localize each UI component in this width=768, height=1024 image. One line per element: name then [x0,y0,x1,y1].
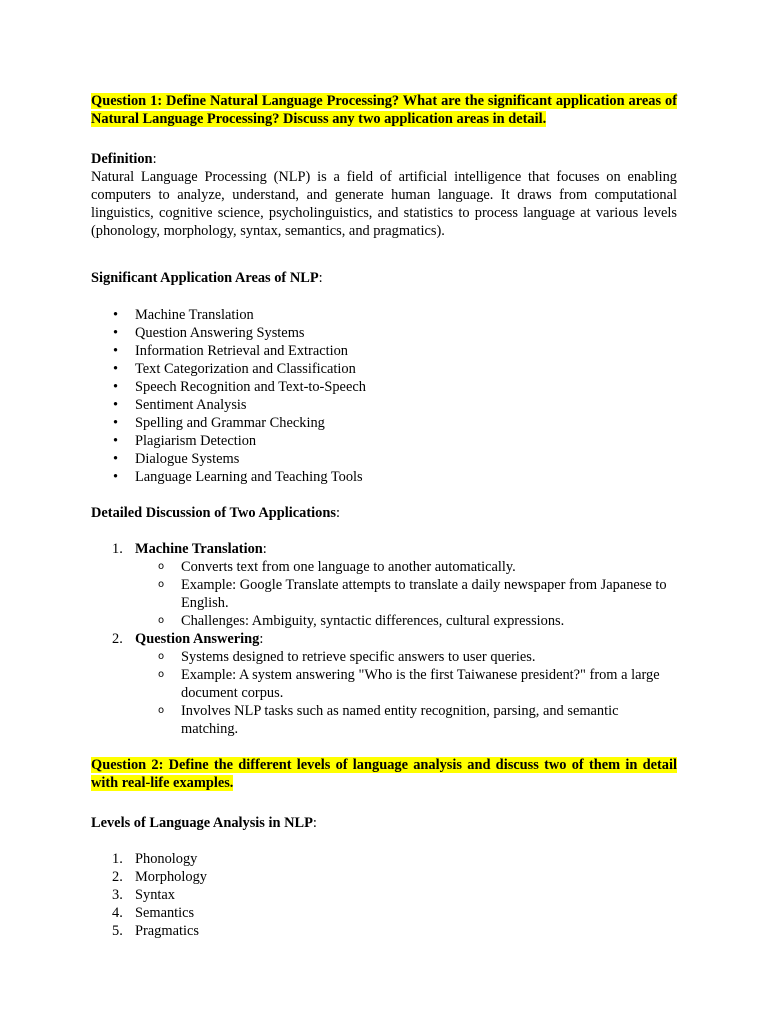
circle-bullet-icon: o [158,669,165,680]
circle-bullet-icon: o [158,579,165,590]
circle-bullet-icon: o [158,651,165,662]
bullet-icon: • [113,361,119,377]
list-item-text: Converts text from one language to another automatically. [181,559,516,575]
list-item [113,450,677,468]
list-item-text: Dialogue Systems [135,451,240,467]
colon: : [259,631,264,647]
application-areas-label: Significant Application Areas of NLP [91,270,319,286]
list-item [113,378,677,396]
application-title-text: Question Answering [135,631,260,647]
list-number: 5. [112,923,123,939]
circle-bullet-icon: o [158,615,165,626]
list-number: 2. [112,631,123,647]
list-item-text: Sentiment Analysis [135,397,247,413]
list-item [112,886,677,904]
list-number: 2. [112,869,123,885]
levels-list [91,850,677,940]
list-item [158,702,677,738]
application-question-answering [112,630,677,738]
circle-bullet-icon: o [158,561,165,572]
list-item [112,904,677,922]
detailed-discussion-heading [91,504,677,522]
list-item [113,414,677,432]
bullet-icon: • [113,415,119,431]
list-item-text: Morphology [135,869,207,885]
list-item [158,648,677,666]
list-item-text: Machine Translation [135,307,254,323]
colon: : [312,815,317,831]
list-item-text: Pragmatics [135,923,199,939]
list-item-text: Speech Recognition and Text-to-Speech [135,379,366,395]
bullet-icon: • [113,433,119,449]
bullet-icon: • [113,469,119,485]
list-item-text: Semantics [135,905,195,921]
list-item-text: Plagiarism Detection [135,433,257,449]
colon: : [262,541,267,557]
application-title [135,541,267,557]
list-item-text: Question Answering Systems [135,325,305,341]
list-item-text: Example: A system answering "Who is the first Taiwanese president?" from a large document corpus. [181,667,660,701]
list-item-text: Syntax [135,887,175,903]
list-number: 3. [112,887,123,903]
levels-heading [91,814,677,832]
list-item-text: Systems designed to retrieve specific answers to user queries. [181,649,536,665]
colon: : [152,151,157,167]
bullet-icon: • [113,451,119,467]
list-item [113,396,677,414]
list-item [158,612,677,630]
definition-paragraph: Natural Language Processing (NLP) is a field of artificial intelligence that focuses on enabling computers to analyze, understand, and generate human language. It draws from computational linguistics, cognitive science, psycholinguistics, and statistics to process language at various levels (phonology, morphology, syntax, semantics, and pragmatics). [91,169,677,239]
list-item-text: Spelling and Grammar Checking [135,415,325,431]
question-2-heading [91,756,677,792]
list-item [112,868,677,886]
list-item-text: Challenges: Ambiguity, syntactic differences, cultural expressions. [181,613,565,629]
list-number: 1. [112,541,123,557]
definition-heading [91,150,677,168]
bullet-icon: • [113,307,119,323]
list-item [112,922,677,940]
bullet-icon: • [113,325,119,341]
colon: : [335,505,340,521]
colon: : [318,270,323,286]
list-item [113,324,677,342]
list-item [113,468,677,486]
question-1-highlight: Question 1: Define Natural Language Processing? What are the significant application areas of Natural Language Processing? Discuss any two application areas in detail. [91,93,677,127]
list-number: 4. [112,905,123,921]
list-item-text: Language Learning and Teaching Tools [135,469,363,485]
application-title [135,631,263,647]
application-points [135,648,677,738]
question-2-highlight: Question 2: Define the different levels of language analysis and discuss two of them in detail with real-life examples. [91,757,677,791]
question-1-heading [91,92,677,128]
list-item-text: Involves NLP tasks such as named entity recognition, parsing, and semantic matching. [181,703,619,737]
application-areas-heading [91,269,677,287]
application-machine-translation [112,540,677,630]
application-points [135,558,677,630]
levels-label: Levels of Language Analysis in NLP [91,815,313,831]
circle-bullet-icon: o [158,705,165,716]
definition-label: Definition [91,151,153,167]
list-item [158,558,677,576]
list-number: 1. [112,851,123,867]
bullet-icon: • [113,343,119,359]
list-item [113,360,677,378]
list-item [113,432,677,450]
application-title-text: Machine Translation [135,541,263,557]
bullet-icon: • [113,397,119,413]
list-item [113,342,677,360]
detailed-discussion-label: Detailed Discussion of Two Applications [91,505,336,521]
list-item-text: Text Categorization and Classification [135,361,356,377]
list-item [113,306,677,324]
bullet-icon: • [113,379,119,395]
application-areas-list [91,306,677,486]
list-item [112,850,677,868]
list-item [158,666,677,702]
list-item-text: Example: Google Translate attempts to translate a daily newspaper from Japanese to English. [181,577,667,611]
list-item [158,576,677,612]
list-item-text: Phonology [135,851,198,867]
list-item-text: Information Retrieval and Extraction [135,343,348,359]
applications-list [91,540,677,738]
